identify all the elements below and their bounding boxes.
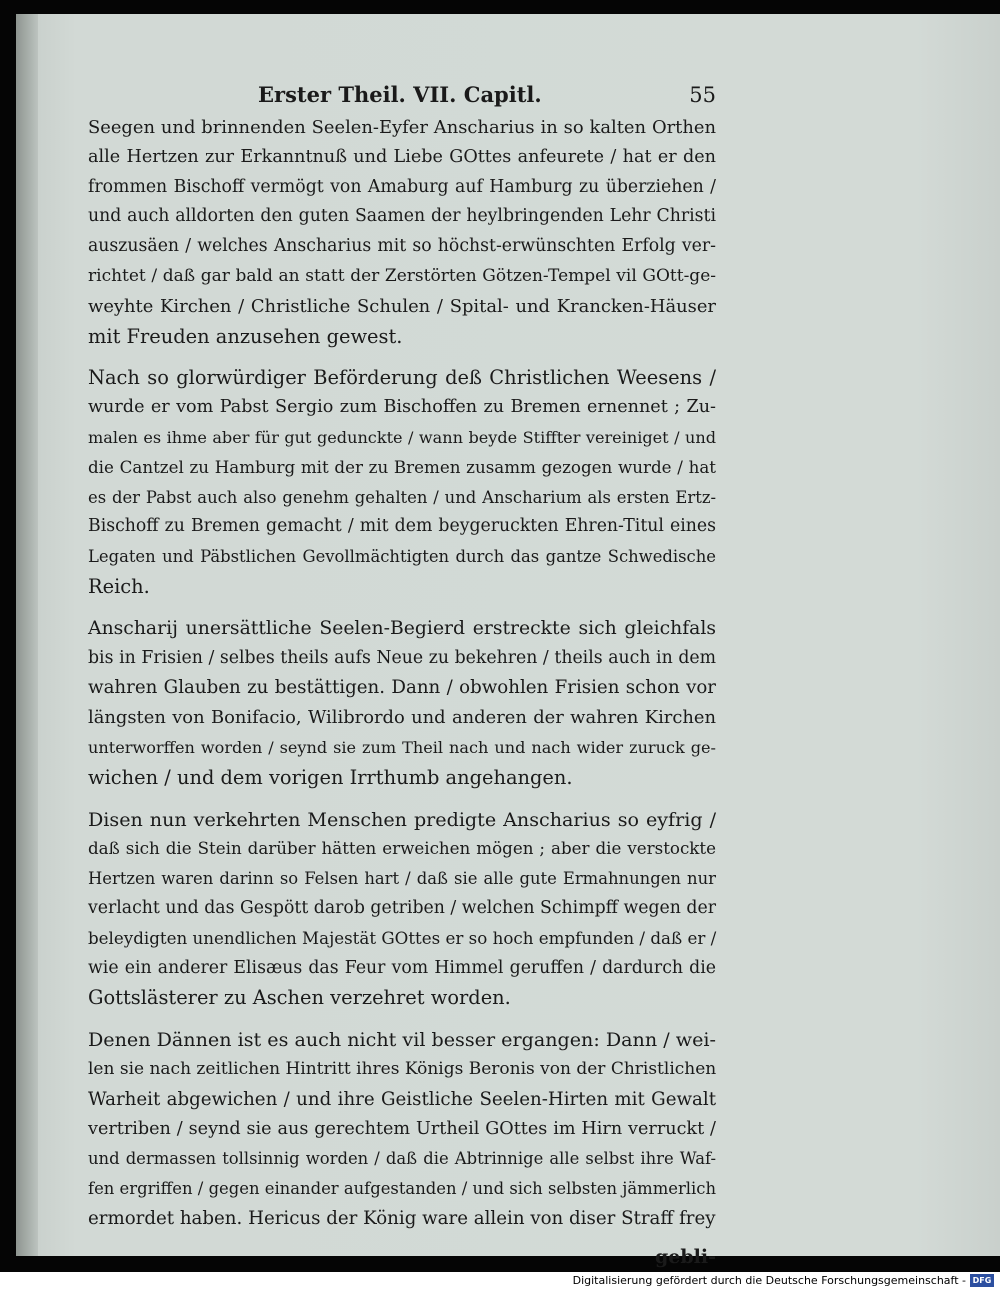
text-line: wichen / und dem vorigen Irrthumb angehangen.	[88, 765, 573, 789]
text-line: mit Freuden anzusehen gewest.	[88, 324, 403, 348]
dfg-logo: DFG	[970, 1274, 994, 1287]
text-line: längsten von Bonifacio, Wilibrordo und anderen der wahren Kirchen	[88, 707, 716, 729]
text-line: und dermassen tollsinnig worden / daß die Abtrinnige alle selbst ihre Waf-	[88, 1149, 716, 1169]
paragraph	[88, 614, 716, 793]
text-line: Gottslästerer zu Aschen verzehret worden.	[88, 986, 511, 1010]
text-line: Denen Dännen ist es auch nicht vil besser ergangen: Dann / wei-	[88, 1028, 716, 1052]
text-line: alle Hertzen zur Erkanntnuß und Liebe GOttes anfeurete / hat er den	[88, 146, 716, 167]
text-line: Warheit abgewichen / und ihre Geistliche Seelen-Hirten mit Gewalt	[88, 1088, 716, 1110]
text-line: es der Pabst auch also genehm gehalten / und Anscharium als ersten Ertz-	[88, 487, 716, 507]
page-text	[88, 82, 716, 1268]
text-line: frommen Bischoff vermögt von Amaburg auf Hamburg zu überziehen /	[88, 176, 716, 197]
text-line: fen ergriffen / gegen einander aufgestanden / und sich selbsten jämmerlich	[88, 1179, 716, 1199]
paragraph	[88, 1025, 716, 1234]
text-line: die Cantzel zu Hamburg mit der zu Bremen zusamm gezogen wurde / hat	[88, 456, 716, 477]
text-line: richtet / daß gar bald an statt der Zerstörten Götzen-Tempel vil GOtt-ge-	[88, 265, 716, 286]
text-line: Seegen und brinnenden Seelen-Eyfer Anscharius in so kalten Orthen	[88, 117, 716, 138]
page-gutter-shadow	[16, 14, 38, 1256]
text-line: wahren Glauben zu bestättigen. Dann / obwohlen Frisien schon vor	[88, 677, 716, 699]
paragraph	[88, 363, 716, 601]
running-title: Erster Theil. VII. Capitl.	[258, 82, 542, 107]
text-line: Nach so glorwürdiger Beförderung deß Christlichen Weesens /	[88, 366, 716, 390]
page-number: 55	[689, 83, 716, 107]
text-line: auszusäen / welches Anscharius mit so höchst-erwünschten Erfolg ver-	[88, 236, 716, 257]
text-line: wurde er vom Pabst Sergio zum Bischoffen zu Bremen ernennet ; Zu-	[88, 397, 716, 418]
text-line: Legaten und Päbstlichen Gevollmächtigten durch das gantze Schwedische	[88, 547, 716, 567]
text-line: Anscharij unersättliche Seelen-Begierd erstreckte sich gleichfals	[88, 617, 716, 639]
text-line: Bischoff zu Bremen gemacht / mit dem beygeruckten Ehren-Titul eines	[88, 516, 716, 537]
body-paragraphs	[88, 113, 716, 1234]
text-line: Reich.	[88, 574, 150, 598]
running-header	[258, 82, 716, 107]
text-line: wie ein anderer Elisæus das Feur vom Himmel geruffen / dardurch die	[88, 957, 716, 978]
text-line: und auch alldorten den guten Saamen der heylbringenden Lehr Christi	[88, 206, 716, 227]
text-line: daß sich die Stein darüber hätten erweichen mögen ; aber die verstockte	[88, 838, 716, 859]
text-line: beleydigten unendlichen Majestät GOttes er so hoch empfunden / daß er /	[88, 927, 717, 948]
text-line: Hertzen waren darinn so Felsen hart / daß sie alle gute Ermahnungen nur	[88, 869, 716, 889]
text-line: weyhte Kirchen / Christliche Schulen / Spital- und Krancken-Häuser	[88, 295, 716, 317]
paragraph	[88, 113, 716, 351]
text-line: vertriben / seynd sie aus gerechtem Urtheil GOttes im Hirn verruckt /	[88, 1118, 716, 1139]
footer-credit: Digitalisierung gefördert durch die Deutsche Forschungsgemeinschaft -	[572, 1274, 966, 1287]
catchword: gebli-	[655, 1245, 716, 1268]
text-line: len sie nach zeitlichen Hintritt ihres Königs Beronis von der Christlichen	[88, 1058, 717, 1079]
paragraph	[88, 805, 716, 1014]
text-line: unterworffen worden / seynd sie zum Theil nach und nach wider zuruck ge-	[88, 737, 716, 757]
text-line: verlacht und das Gespött darob getriben / welchen Schimpff wegen der	[88, 897, 716, 918]
text-line: malen es ihme aber für gut gedunckte / wann beyde Stiffter vereiniget / und	[88, 427, 716, 447]
text-line: bis in Frisien / selbes theils aufs Neue zu bekehren / theils auch in dem	[88, 647, 716, 668]
text-line: Disen nun verkehrten Menschen predigte Anscharius so eyfrig /	[88, 807, 716, 831]
text-line: ermordet haben. Hericus der König ware allein von diser Straff frey	[88, 1207, 716, 1229]
